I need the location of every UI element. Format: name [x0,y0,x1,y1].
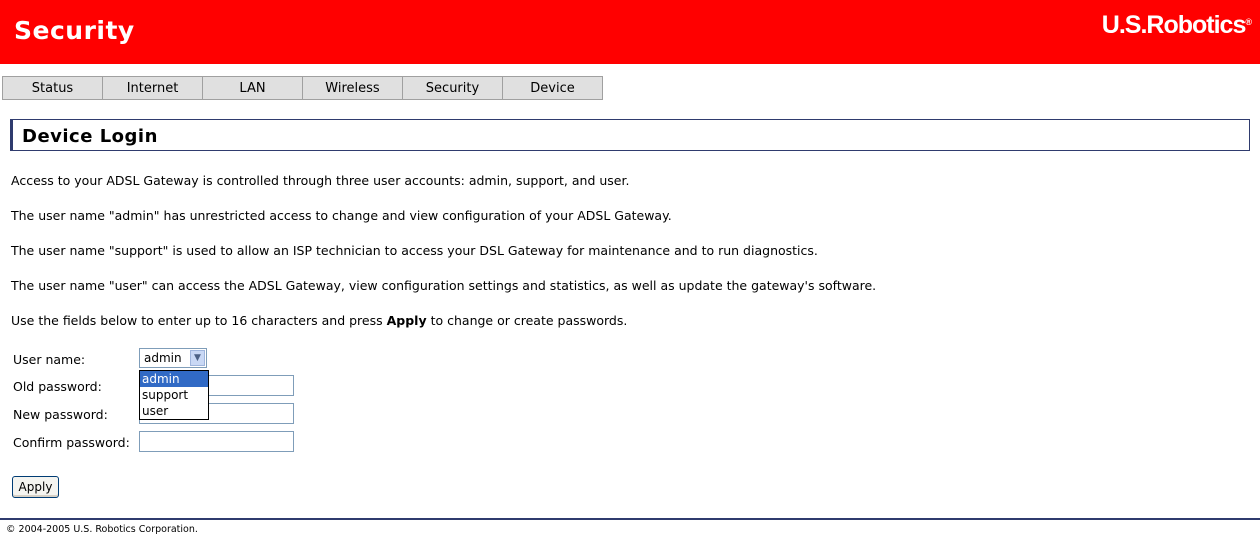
instruction-apply-word: Apply [386,313,427,328]
footer-divider [0,518,1260,520]
registered-mark: ® [1245,17,1252,27]
username-option-support[interactable]: support [142,388,189,402]
admin-description: The user name "admin" has unrestricted access to change and view configuration of your ADSL Gateway. [11,208,672,223]
instruction-before: Use the fields below to enter up to 16 characters and press [11,313,387,328]
username-option-admin[interactable]: admin [140,371,208,387]
page-header [0,0,1260,64]
username-selected-value: admin [144,351,182,365]
copyright-text: © 2004-2005 U.S. Robotics Corporation. [6,524,198,535]
page-title: Security [14,16,135,45]
confirm-password-field[interactable] [139,431,294,452]
old-password-label: Old password: [13,379,102,394]
tab-internet[interactable]: Internet [102,76,202,100]
instruction-text [11,313,627,328]
tab-lan[interactable]: LAN [202,76,302,100]
section-heading-box [10,119,1250,151]
section-title: Device Login [22,126,158,147]
apply-button[interactable]: Apply [12,476,59,498]
username-dropdown-list [139,370,209,420]
intro-paragraph: Access to your ADSL Gateway is controlled through three user accounts: admin, support, and user. [11,173,630,188]
user-description: The user name "user" can access the ADSL Gateway, view configuration settings and statistics, as well as update the gateway's software. [11,278,877,293]
main-nav-tabs [2,76,603,100]
confirm-password-label: Confirm password: [13,435,130,450]
logo-text: U.S.Robotics [1101,11,1246,39]
tab-wireless[interactable]: Wireless [302,76,402,100]
tab-security[interactable]: Security [402,76,502,100]
username-select[interactable] [139,348,207,368]
new-password-label: New password: [13,407,108,422]
username-option-user[interactable]: user [142,404,169,418]
username-label: User name: [13,352,86,367]
usrobotics-logo [1102,11,1252,40]
support-description: The user name "support" is used to allow an ISP technician to access your DSL Gateway for maintenance and to run diagnostics. [11,243,818,258]
chevron-down-icon[interactable]: ▼ [190,350,205,366]
tab-device[interactable]: Device [502,76,603,100]
instruction-after: to change or create passwords. [426,313,628,328]
tab-status[interactable]: Status [2,76,102,100]
